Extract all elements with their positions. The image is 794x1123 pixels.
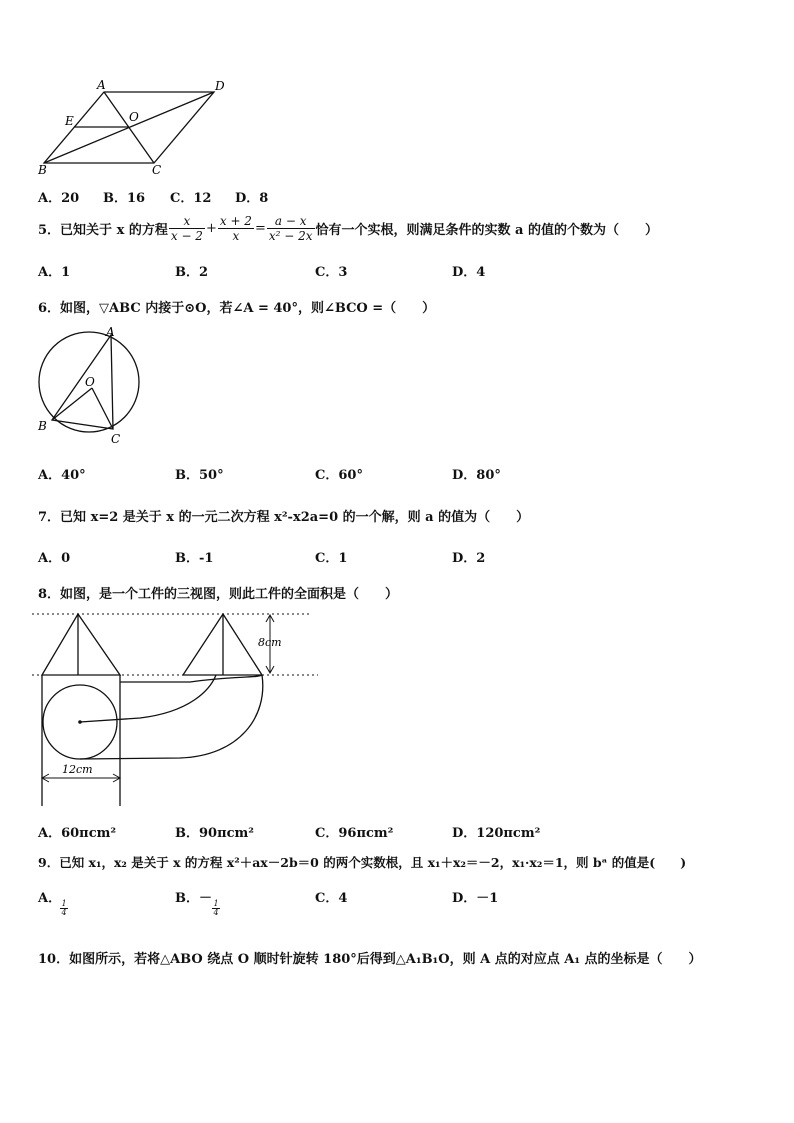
q5-fraction-2: $\frac{x + 2}{x}$ <box>219 214 252 243</box>
label-e: E <box>65 114 74 128</box>
q6-option-b[interactable]: B．50° <box>175 468 224 483</box>
q6-option-c[interactable]: C．60° <box>315 468 363 483</box>
label-o: O <box>129 110 139 124</box>
label-b: B <box>38 163 47 177</box>
label-d: D <box>215 79 225 93</box>
q6-option-d[interactable]: D．80° <box>452 468 501 483</box>
q9-option-d[interactable]: D．－1 <box>452 891 499 906</box>
three-view-figure <box>30 606 330 810</box>
q4-option-a[interactable]: A．20 <box>38 191 80 206</box>
height-dim-label: 8cm <box>258 636 282 649</box>
q9-option-b[interactable] <box>175 887 212 906</box>
segment-oc <box>92 388 113 429</box>
q9-option-b-fraction <box>212 900 220 917</box>
q7-option-d[interactable]: D．2 <box>452 551 486 566</box>
label-a: A <box>97 78 106 92</box>
q10-stem: 10．如图所示，若将△ABO 绕点 O 顺时针旋转 180°后得到△A₁B₁O，则 A 点的对应点 A₁ 点的坐标是（ ） <box>38 952 702 967</box>
circle-label-a: A <box>106 325 115 339</box>
width-dim-label: 12cm <box>62 763 93 776</box>
circle-label-o: O <box>85 375 95 389</box>
q7-stem: 7．已知 x=2 是关于 x 的一元二次方程 x²-x2a=0 的一个解，则 a 的值为（ ） <box>38 510 530 525</box>
q4-option-b[interactable]: B．16 <box>103 191 146 206</box>
q9-a-frac-num: 1 <box>61 899 67 908</box>
q5-equals: = <box>254 221 266 236</box>
q5-fraction-3: $\frac{a - x}{\text{x² − 2x}}$ <box>268 214 313 243</box>
q5-prefix: 5．已知关于 x 的方程 <box>38 223 168 238</box>
q6-option-a[interactable]: A．40° <box>38 468 86 483</box>
q4-option-d[interactable]: D．8 <box>235 191 269 206</box>
q8-option-c[interactable]: C．96πcm² <box>315 826 394 841</box>
front-view-triangle <box>42 614 120 675</box>
q9-option-a-label: A． <box>38 891 62 906</box>
triangle-abc <box>52 335 113 429</box>
q5-fraction-1: $\frac{x}{x - 2}$ <box>170 214 203 243</box>
q5-option-c[interactable]: C．3 <box>315 265 348 280</box>
q9-option-a-fraction <box>60 900 68 917</box>
q8-option-b[interactable]: B．90πcm² <box>175 826 254 841</box>
q4-option-c[interactable]: C．12 <box>170 191 212 206</box>
q9-b-frac-den: 4 <box>213 908 219 917</box>
q8-option-a[interactable]: A．60πcm² <box>38 826 117 841</box>
q9-option-c[interactable]: C．4 <box>315 891 348 906</box>
label-c: C <box>152 163 162 177</box>
q6-stem: 6．如图，▽ABC 内接于⊙O，若∠A = 40°，则∠BCO =（ ） <box>38 301 436 316</box>
q5-suffix: 恰有一个实根，则满足条件的实数 a 的值的个数为（ ） <box>315 223 659 238</box>
circle-label-c: C <box>111 432 121 446</box>
q9-b-frac-num: 1 <box>213 899 219 908</box>
q9-option-b-label: B．－ <box>175 891 212 906</box>
q9-a-frac-den: 4 <box>61 908 67 917</box>
q9-option-a[interactable] <box>38 887 61 906</box>
segment-ob <box>52 388 92 420</box>
q7-option-b[interactable]: B．-1 <box>175 551 214 566</box>
q7-option-c[interactable]: C．1 <box>315 551 348 566</box>
circle-figure <box>30 324 148 448</box>
q5-option-a[interactable]: A．1 <box>38 265 71 280</box>
q5-option-b[interactable]: B．2 <box>175 265 209 280</box>
q5-option-d[interactable]: D．4 <box>452 265 486 280</box>
q5-plus: + <box>205 221 217 236</box>
q5-stem <box>38 214 658 243</box>
q8-option-d[interactable]: D．120πcm² <box>452 826 541 841</box>
parallelogram-figure <box>30 74 240 180</box>
circle-label-b: B <box>38 419 47 433</box>
q8-stem: 8．如图，是一个工件的三视图，则此工件的全面积是（ ） <box>38 587 399 602</box>
q9-stem: 9．已知 x₁，x₂ 是关于 x 的方程 x²＋ax－2b＝0 的两个实数根，且 x₁＋x₂＝－2，x₁·x₂＝1，则 bᵃ 的值是( ) <box>38 855 687 870</box>
q7-option-a[interactable]: A．0 <box>38 551 71 566</box>
outer-arc <box>120 675 262 682</box>
